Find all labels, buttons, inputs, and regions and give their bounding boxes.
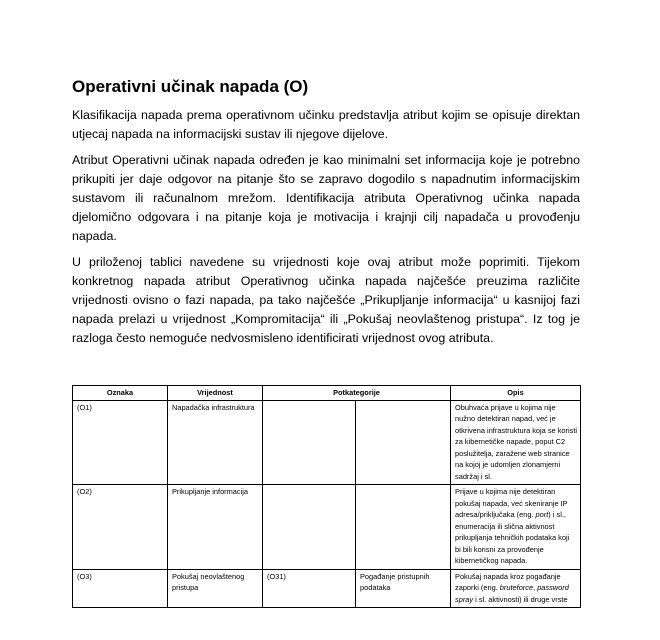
header-opis: Opis <box>451 386 581 401</box>
cell-vrijednost: Pokušaj neovlaštenog pristupa <box>168 569 263 608</box>
cell-sub-vrijednost <box>356 485 451 570</box>
table-row <box>73 569 581 608</box>
paragraph-2: Atribut Operativni učinak napada određen je kao minimalni set informacija koje je potrebno prikupiti jer daje odgovor na pitanje što se zapravo dogodilo s napadnutim informacijskim sustavom ili računalnom mrežom. Identifikacija atributa Operativnog učinka napada djelomično odgovara i na pitanje koja je motivacija i krajnji cilj napadača u provođenju napada. <box>72 153 580 243</box>
spacer <box>72 355 580 385</box>
opis-text: Pokušaj napada kroz pogađanje zaporki (eng. <box>455 571 561 592</box>
opis-text: Prijave u kojima nije detektiran pokušaj napada, već skeniranje IP adresa/priključaka (eng. <box>455 487 568 519</box>
section-heading: Operativni učinak napada (O) <box>72 77 309 96</box>
paragraph-1: Klasifikacija napada prema operativnom učinku predstavlja atribut kojim se opisuje direktan utjecaj napada na informacijski sustav ili njegove dijelove. <box>72 108 580 141</box>
document-body <box>72 76 580 608</box>
opis-emphasis: bruteforce <box>499 583 534 592</box>
opis-emphasis: password spray <box>455 583 569 604</box>
cell-opis <box>451 569 581 608</box>
cell-sub-vrijednost: Pogađanje pristupnih podataka <box>356 569 451 608</box>
opis-text: i sl. aktivnosti) ili druge vrste <box>473 594 568 604</box>
cell-sub-oznaka: (O31) <box>263 569 356 608</box>
cell-sub-oznaka <box>263 485 356 570</box>
cell-opis <box>451 485 581 570</box>
cell-vrijednost: Napadačka infrastruktura <box>168 400 263 485</box>
header-potkategorije: Potkategorije <box>263 386 451 401</box>
cell-oznaka: (O3) <box>73 569 168 608</box>
cell-oznaka: (O2) <box>73 485 168 570</box>
cell-opis: Obuhvaća prijave u kojima nije nužno detektiran napad, već je otkrivena infrastruktura koja se koristi za kibernetičke napade, poput C2 poslužitelja, zaražene web stranice na kojoj je udomljen zlonamjerni sadržaj i sl. <box>451 400 581 485</box>
table-row <box>73 485 581 570</box>
header-oznaka: Oznaka <box>73 386 168 401</box>
opis-text: , <box>533 583 538 592</box>
header-vrijednost: Vrijednost <box>168 386 263 401</box>
paragraph-3: U priloženoj tablici navedene su vrijednosti koje ovaj atribut može poprimiti. Tijekom konkretnog napada atribut Operativnog učinka napada najčešće preuzima različite vrijednosti ovisno o fazi napada, pa tako najčešće „Prikupljanje informacija“ u kasnijoj fazi napada prelazi u vrijednost „Kompromitacija“ ili „Pokušaj neovlaštenog pristupa“. Iz tog je razloga često nemoguće nedvosmisleno identificirati vrijednost ovog atributa. <box>72 255 580 345</box>
table-header-row <box>73 386 581 401</box>
cell-sub-vrijednost <box>356 400 451 485</box>
attribute-table <box>72 385 581 608</box>
opis-text: ) i sl., enumeracija ili slična aktivnost prikupljanja tehničkih podataka koji bi bili korisni za provođenje kibernetičkog napada. <box>455 510 570 565</box>
cell-vrijednost: Prikupljanje informacija <box>168 485 263 570</box>
table-row <box>73 400 581 485</box>
opis-emphasis: port <box>535 510 549 519</box>
cell-oznaka: (O1) <box>73 400 168 485</box>
cell-sub-oznaka <box>263 400 356 485</box>
